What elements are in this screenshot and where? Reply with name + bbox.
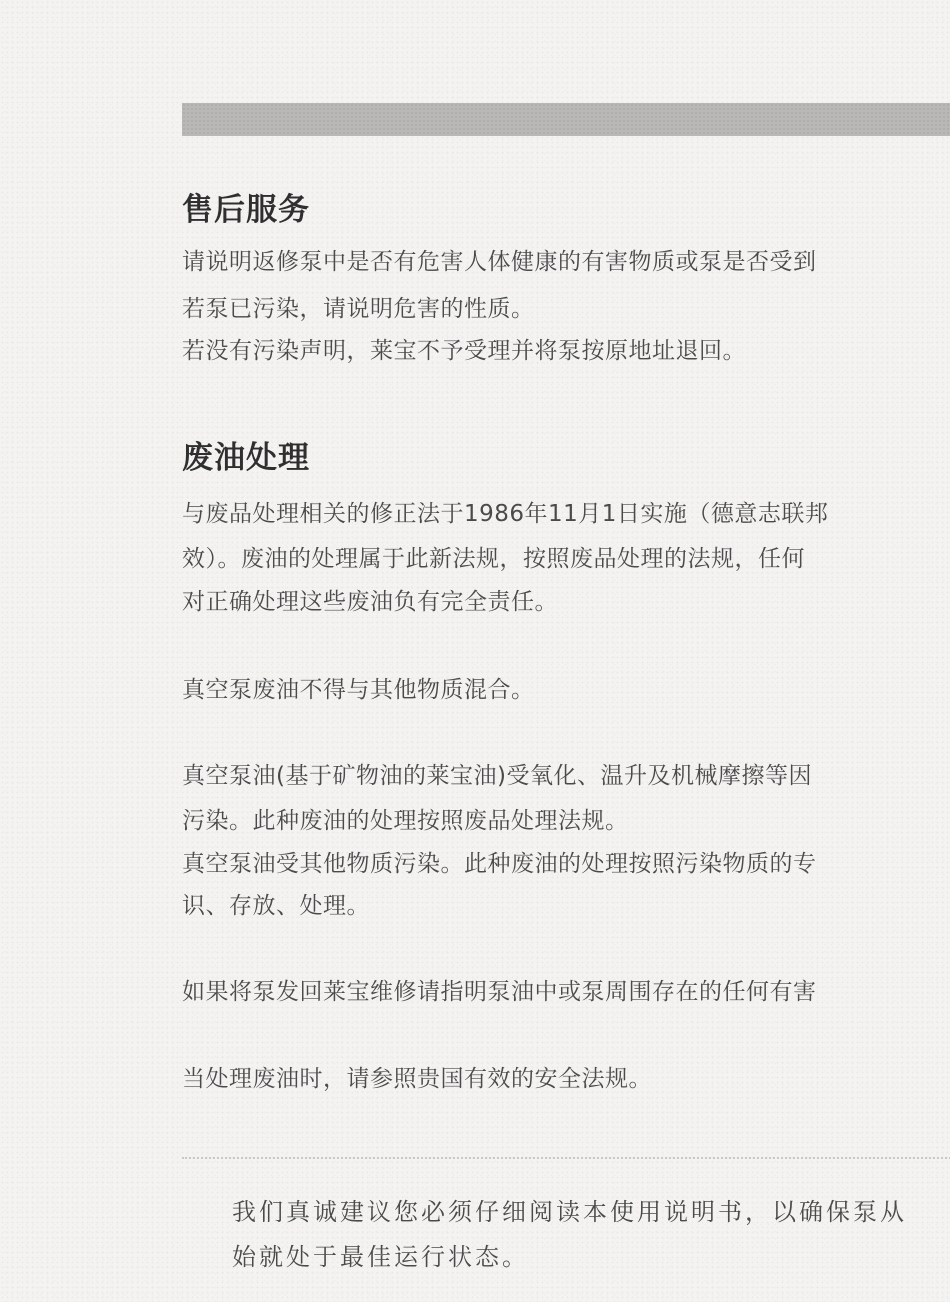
section-divider bbox=[182, 1157, 950, 1159]
header-bar bbox=[182, 103, 950, 136]
after-sales-line-2: 若泵已污染，请说明危害的性质。 bbox=[182, 296, 535, 322]
waste-oil-p3-line-4: 识、存放、处理。 bbox=[182, 893, 370, 919]
waste-oil-p3-line-1: 真空泵油(基于矿物油的莱宝油)受氧化、温升及机械摩擦等因 bbox=[182, 763, 812, 789]
after-sales-line-3: 若没有污染声明，莱宝不予受理并将泵按原地址退回。 bbox=[182, 338, 746, 364]
waste-oil-p3-line-2: 污染。此种废油的处理按照废品处理法规。 bbox=[182, 808, 629, 834]
waste-oil-p3-line-3: 真空泵油受其他物质污染。此种废油的处理按照污染物质的专 bbox=[182, 851, 817, 877]
recommendation-line-1: 我们真诚建议您必须仔细阅读本使用说明书，以确保泵从 bbox=[232, 1198, 907, 1226]
after-sales-line-1: 请说明返修泵中是否有危害人体健康的有害物质或泵是否受到 bbox=[182, 249, 817, 275]
waste-oil-p2: 真空泵废油不得与其他物质混合。 bbox=[182, 677, 535, 703]
waste-oil-p1-line-2: 效）。废油的处理属于此新法规，按照废品处理的法规，任何 bbox=[182, 546, 805, 572]
waste-oil-p4: 如果将泵发回莱宝维修请指明泵油中或泵周围存在的任何有害 bbox=[182, 979, 817, 1005]
waste-oil-heading: 废油处理 bbox=[182, 440, 310, 476]
waste-oil-p5: 当处理废油时，请参照贵国有效的安全法规。 bbox=[182, 1066, 652, 1092]
after-sales-heading: 售后服务 bbox=[182, 192, 310, 228]
recommendation-line-2: 始就处于最佳运行状态。 bbox=[232, 1243, 529, 1271]
waste-oil-p1-line-1: 与废品处理相关的修正法于1986年11月1日实施（德意志联邦 bbox=[182, 501, 829, 527]
waste-oil-p1-line-3: 对正确处理这些废油负有完全责任。 bbox=[182, 589, 558, 615]
